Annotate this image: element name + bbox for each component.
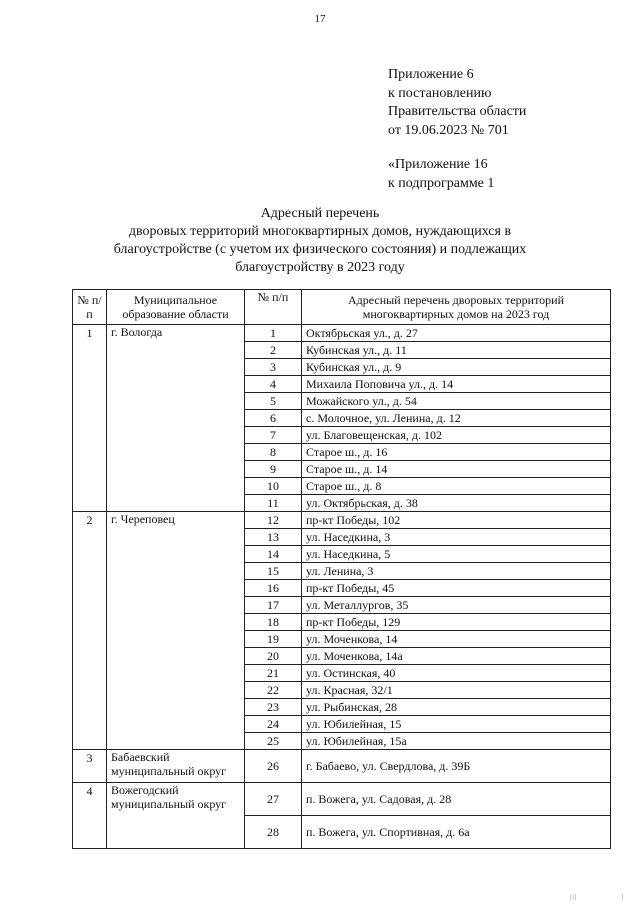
row-number-cell: 26 <box>245 750 302 783</box>
scan-mark: | <box>622 893 625 901</box>
document-title <box>80 205 560 277</box>
row-number-cell: 13 <box>245 529 302 546</box>
municipality-cell: Вожегодский муниципальный округ <box>107 783 245 849</box>
group-number-cell: 2 <box>73 512 107 750</box>
title-line: Адресный перечень <box>260 206 380 221</box>
address-cell: ул. Моченкова, 14а <box>302 648 611 665</box>
address-cell: ул. Юбилейная, 15а <box>302 733 611 750</box>
address-cell: г. Бабаево, ул. Свердлова, д. 39Б <box>302 750 611 783</box>
address-cell: Кубинская ул., д. 9 <box>302 359 611 376</box>
row-number-cell: 14 <box>245 546 302 563</box>
row-number-cell: 27 <box>245 783 302 816</box>
title-line: дворовых территорий многоквартирных домов, нуждающихся в <box>128 224 512 239</box>
row-number-cell: 3 <box>245 359 302 376</box>
address-cell: ул. Моченкова, 14 <box>302 631 611 648</box>
address-cell: Старое ш., д. 8 <box>302 478 611 495</box>
row-number-cell: 19 <box>245 631 302 648</box>
address-cell: ул. Октябрьская, д. 38 <box>302 495 611 512</box>
address-cell: с. Молочное, ул. Ленина, д. 12 <box>302 410 611 427</box>
group-number-cell: 1 <box>73 325 107 512</box>
row-number-cell: 1 <box>245 325 302 342</box>
table-row <box>73 325 611 342</box>
address-cell: пр-кт Победы, 45 <box>302 580 611 597</box>
row-number-cell: 28 <box>245 816 302 849</box>
row-number-cell: 24 <box>245 716 302 733</box>
address-cell: ул. Красная, 32/1 <box>302 682 611 699</box>
row-number-cell: 5 <box>245 393 302 410</box>
row-number-cell: 6 <box>245 410 302 427</box>
address-cell: ул. Металлургов, 35 <box>302 597 611 614</box>
group-number-cell: 3 <box>73 750 107 783</box>
scan-mark: ||| <box>570 893 578 901</box>
address-table <box>72 289 611 849</box>
title-line: благоустройстве (с учетом их физического состояния) и подлежащих <box>113 242 527 257</box>
header-address: Адресный перечень дворовых территорий многоквартирных домов на 2023 год <box>302 290 611 325</box>
municipality-cell: г. Вологда <box>107 325 245 512</box>
address-cell: Октябрьская ул., д. 27 <box>302 325 611 342</box>
row-number-cell: 4 <box>245 376 302 393</box>
appendix-line: от 19.06.2023 № 701 <box>388 122 509 138</box>
appendix-sub <box>388 156 494 193</box>
appendix-header <box>388 66 526 140</box>
address-cell: ул. Наседкина, 3 <box>302 529 611 546</box>
address-cell: пр-кт Победы, 129 <box>302 614 611 631</box>
address-cell: п. Вожега, ул. Садовая, д. 28 <box>302 783 611 816</box>
address-cell: Старое ш., д. 14 <box>302 461 611 478</box>
appendix-line: «Приложение 16 <box>388 157 488 172</box>
table-row <box>73 512 611 529</box>
appendix-line: Приложение 6 <box>388 67 474 82</box>
row-number-cell: 18 <box>245 614 302 631</box>
row-number-cell: 10 <box>245 478 302 495</box>
group-number-cell: 4 <box>73 783 107 849</box>
row-number-cell: 8 <box>245 444 302 461</box>
municipality-cell: г. Череповец <box>107 512 245 750</box>
header-address-num: № п/п <box>245 290 302 325</box>
page-number: 17 <box>314 13 326 25</box>
address-cell: Кубинская ул., д. 11 <box>302 342 611 359</box>
address-cell: Старое ш., д. 16 <box>302 444 611 461</box>
row-number-cell: 16 <box>245 580 302 597</box>
header-municipality: Муниципальное образование области <box>107 290 245 325</box>
address-cell: ул. Рыбинская, 28 <box>302 699 611 716</box>
row-number-cell: 7 <box>245 427 302 444</box>
table-header-row <box>73 290 611 325</box>
address-cell: ул. Благовещенская, д. 102 <box>302 427 611 444</box>
address-cell: Можайского ул., д. 54 <box>302 393 611 410</box>
row-number-cell: 20 <box>245 648 302 665</box>
row-number-cell: 9 <box>245 461 302 478</box>
address-cell: ул. Наседкина, 5 <box>302 546 611 563</box>
address-cell: п. Вожега, ул. Спортивная, д. 6а <box>302 816 611 849</box>
title-line: благоустройству в 2023 году <box>235 260 405 275</box>
address-cell: ул. Юбилейная, 15 <box>302 716 611 733</box>
table-body <box>73 325 611 849</box>
appendix-line: к постановлению <box>388 85 492 101</box>
row-number-cell: 22 <box>245 682 302 699</box>
appendix-line: Правительства области <box>388 104 527 119</box>
address-cell: ул. Ленина, 3 <box>302 563 611 580</box>
row-number-cell: 2 <box>245 342 302 359</box>
row-number-cell: 25 <box>245 733 302 750</box>
row-number-cell: 23 <box>245 699 302 716</box>
table-row <box>73 750 611 783</box>
appendix-line: к подпрограмме 1 <box>388 175 495 191</box>
row-number-cell: 12 <box>245 512 302 529</box>
address-cell: пр-кт Победы, 102 <box>302 512 611 529</box>
row-number-cell: 15 <box>245 563 302 580</box>
header-num: № п/п <box>73 290 107 325</box>
row-number-cell: 11 <box>245 495 302 512</box>
address-cell: Михаила Поповича ул., д. 14 <box>302 376 611 393</box>
table-row <box>73 783 611 816</box>
row-number-cell: 17 <box>245 597 302 614</box>
row-number-cell: 21 <box>245 665 302 682</box>
municipality-cell: Бабаевский муниципальный округ <box>107 750 245 783</box>
address-cell: ул. Остинская, 40 <box>302 665 611 682</box>
